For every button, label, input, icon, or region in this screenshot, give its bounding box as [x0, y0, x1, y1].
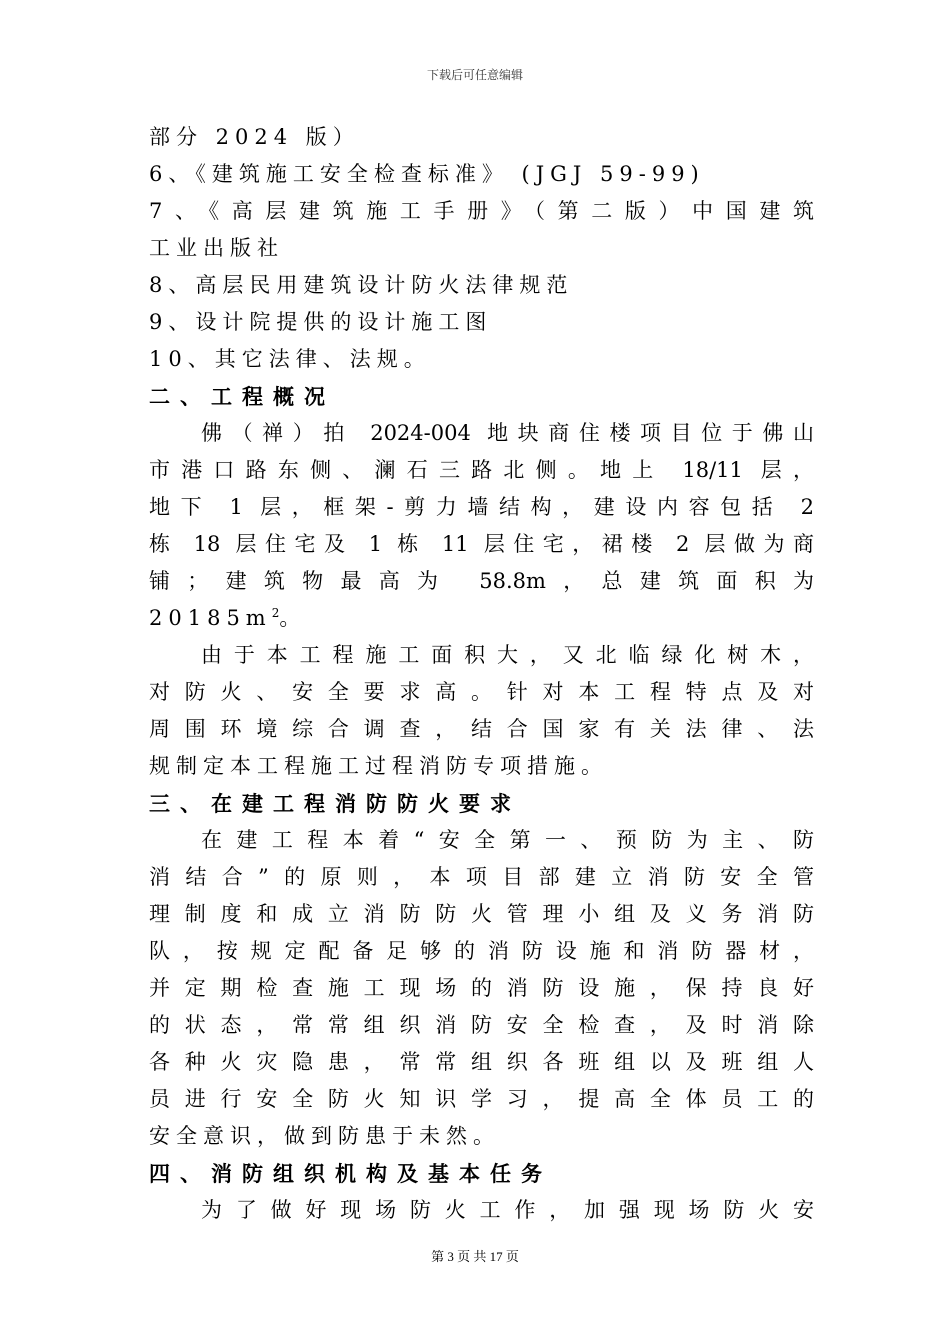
section-heading: 三、在建工程消防防火要求: [149, 791, 521, 816]
period: 。: [279, 606, 307, 630]
paragraph-first-line: 佛（禅）拍 2024-004 地块商住楼项目位于佛山: [201, 421, 814, 445]
text-line: 工业出版社: [149, 236, 284, 260]
text-line: 栋 18 层住宅及 1 栋 11 层住宅，裙楼 2 层做为商: [149, 532, 814, 556]
text-line: 6、《建筑施工安全检查标准》 (JGJ 59-99): [149, 162, 705, 186]
text-line: 9、设计院提供的设计施工图: [149, 310, 493, 334]
text-line: 市港口路东侧、澜石三路北侧。地上 18/11 层，: [149, 458, 814, 482]
text-line: 并定期检查施工现场的消防设施，保持良好: [149, 976, 814, 1000]
document-body: [149, 119, 814, 1229]
text-line: 部分 2024 版）: [149, 125, 360, 149]
section-heading: 二、工程概况: [149, 384, 335, 409]
text-line: 周围环境综合调查，结合国家有关法律、法: [149, 717, 814, 741]
text-line: 安全意识，做到防患于未然。: [149, 1124, 500, 1148]
page-header: 下载后可任意编辑: [426, 68, 523, 82]
page-footer: 第 3 页 共 17 页: [431, 1249, 519, 1264]
text-line: 8、高层民用建筑设计防火法律规范: [149, 273, 574, 297]
text-line: 员进行安全防火知识学习，提高全体员工的: [149, 1087, 814, 1111]
text-line: 的状态，常常组织消防安全检查，及时消除: [149, 1013, 814, 1037]
area-value: 20185m: [149, 606, 272, 630]
text-line: 地下 1 层，框架-剪力墙结构，建设内容包括 2: [149, 495, 814, 519]
text-line: 对防火、安全要求高。针对本工程特点及对: [149, 680, 814, 704]
paragraph-first-line: 为了做好现场防火工作，加强现场防火安: [201, 1198, 814, 1222]
text-line: 7、《高层建筑施工手册》（第二版）中国建筑: [149, 199, 814, 223]
text-line: 10、其它法律、法规。: [149, 347, 431, 371]
section-heading: 四、消防组织机构及基本任务: [149, 1161, 552, 1186]
text-line: 各种火灾隐患，常常组织各班组以及班组人: [149, 1050, 814, 1074]
area-superscript: 2: [271, 606, 280, 620]
paragraph-first-line: 由于本工程施工面积大，又北临绿化树木，: [201, 643, 814, 667]
paragraph-first-line: 在建工程本着“安全第一、预防为主、防: [201, 828, 814, 852]
text-line: 队，按规定配备足够的消防设施和消防器材，: [149, 939, 814, 963]
text-line: 铺；建筑物最高为 58.8m，总建筑面积为: [149, 569, 814, 593]
text-line: 规制定本工程施工过程消防专项措施。: [149, 754, 608, 778]
text-line: 消结合”的原则，本项目部建立消防安全管: [149, 865, 814, 889]
area-line: [149, 600, 814, 637]
text-line: 理制度和成立消防防火管理小组及义务消防: [149, 902, 814, 926]
